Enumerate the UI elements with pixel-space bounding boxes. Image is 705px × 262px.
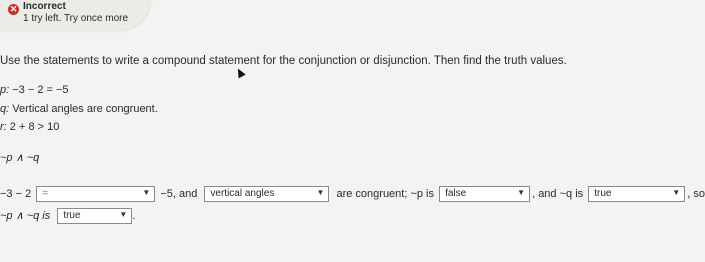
chevron-down-icon: ▼ [672, 188, 681, 197]
row1-prefix: −3 − 2 [0, 187, 32, 200]
statement-r [0, 121, 59, 133]
statement-q-label: q: [0, 103, 10, 115]
answer-row-1 [0, 186, 705, 202]
instructions: Use the statements to write a compound statement for the conjunction or disjunction. Then find the truth values. [0, 55, 567, 67]
chevron-down-icon: ▼ [316, 188, 325, 197]
subject-select-value: vertical angles [210, 188, 275, 199]
symbol-select-value: = [42, 188, 49, 199]
row1-text-after-subject: are congruent; ~p is [336, 187, 435, 200]
statement-r-text: 2 + 8 > 10 [9, 121, 60, 133]
row1-tail: , so [687, 187, 705, 200]
row2-prefix: ~p ∧ ~q is [0, 209, 51, 222]
row2-tail: . [132, 209, 136, 222]
statement-q-text: Vertical angles are congruent. [12, 103, 158, 115]
statement-r-label: r: [0, 121, 7, 133]
row1-text-after-p: , and ~q is [532, 187, 584, 200]
feedback-subtitle: 1 try left. Try once more [23, 13, 129, 24]
chevron-down-icon: ▼ [142, 188, 151, 197]
compound-expression: ~p ∧ ~q [0, 152, 40, 164]
cursor-icon [234, 67, 245, 79]
p-truth-select-value: false [445, 188, 467, 199]
compound-truth-select-value: true [63, 210, 81, 221]
feedback-banner [0, 0, 150, 30]
statement-q [0, 103, 158, 115]
q-truth-select-value: true [594, 188, 612, 199]
symbol-select[interactable] [36, 186, 155, 202]
p-truth-select[interactable] [439, 186, 530, 202]
answer-row-2 [0, 208, 135, 224]
statement-p-label: p: [0, 84, 10, 96]
subject-select[interactable] [204, 186, 329, 202]
feedback-title: Incorrect [23, 1, 66, 12]
chevron-down-icon: ▼ [517, 188, 526, 197]
statement-p [0, 84, 69, 96]
statement-p-text: −3 − 2 = −5 [12, 84, 69, 96]
q-truth-select[interactable] [588, 186, 685, 202]
row1-text-after-symbol: −5, and [160, 187, 198, 200]
compound-truth-select[interactable] [57, 208, 132, 224]
x-icon: ✕ [9, 4, 18, 14]
chevron-down-icon: ▼ [119, 210, 128, 219]
